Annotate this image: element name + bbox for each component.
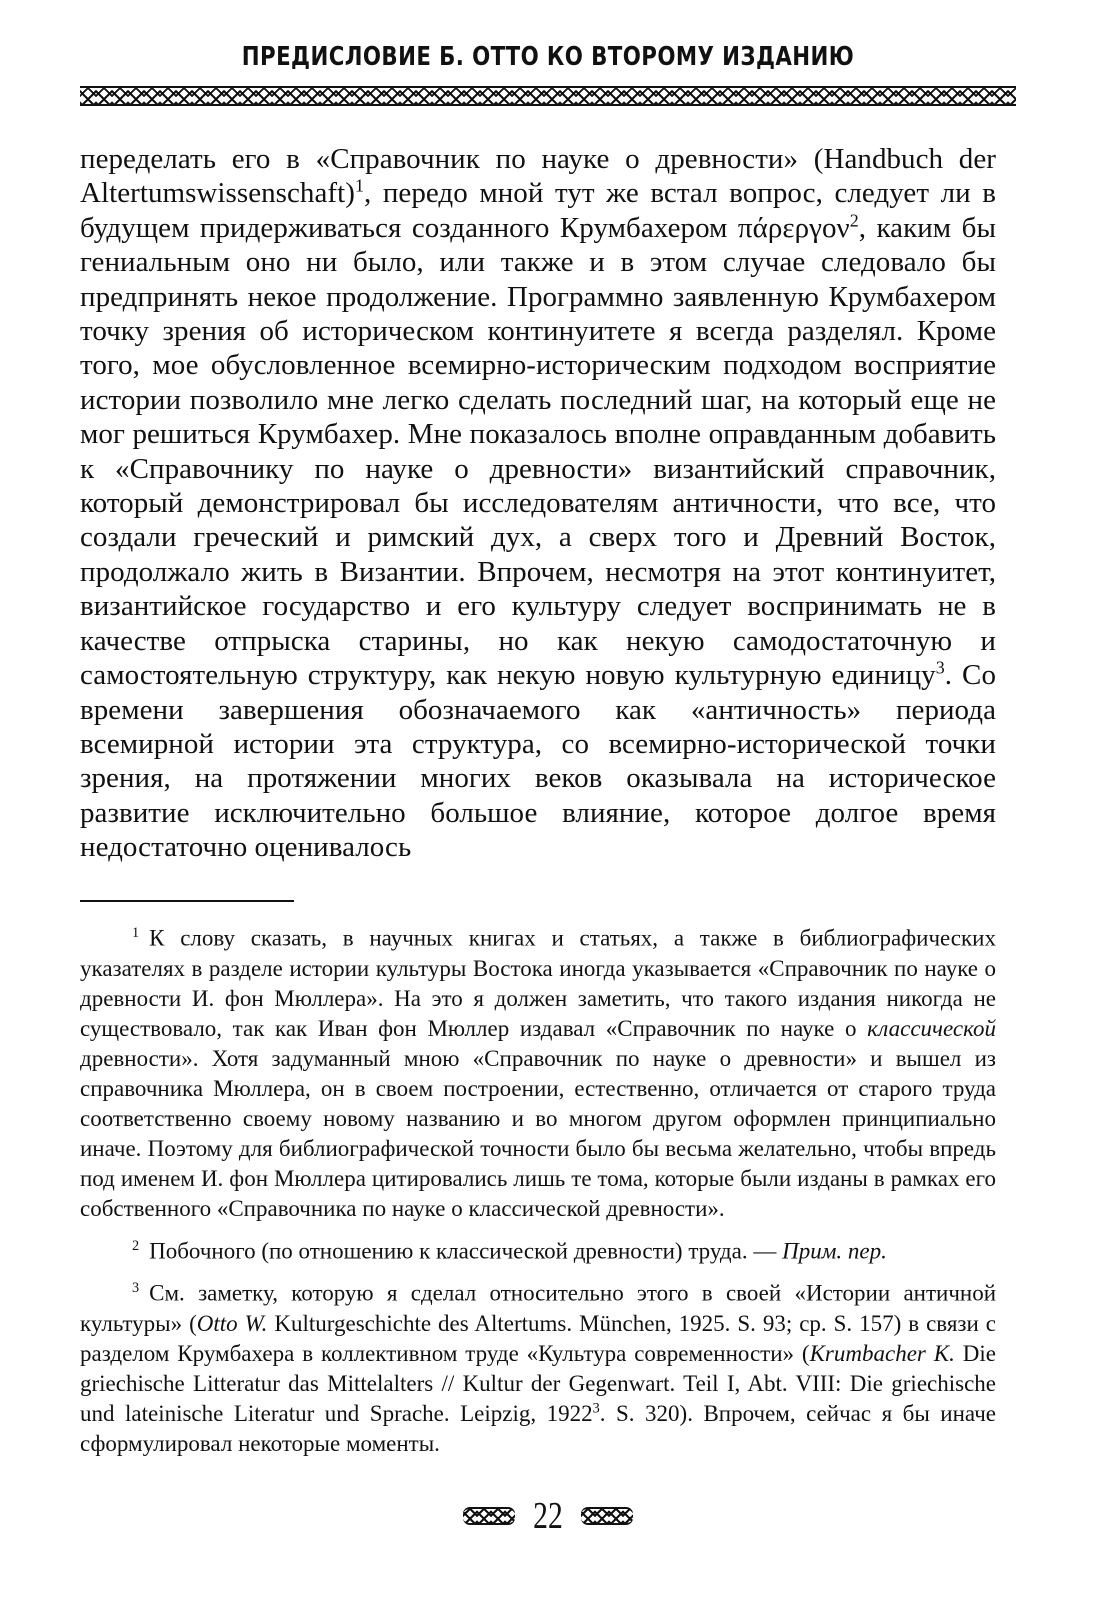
- footnote-2: [80, 1231, 996, 1267]
- footnote-ref-3: 3: [935, 657, 945, 678]
- footnote-3-author-2: Krumbacher K.: [809, 1340, 955, 1366]
- footnote-2-italic: Прим. пер.: [782, 1238, 887, 1264]
- footnote-1-italic: классической: [867, 1015, 996, 1041]
- main-text-part-2: , передо мной тут же встал вопрос, следует ли в будущем придерживаться созданного Крумбахером πάρεργον: [80, 177, 996, 244]
- main-text-part-3: , каким бы гениальным оно ни было, или также и в этом случае следовало бы предпринять некое продолжение. Программно заявленную Крумбахером точку зрения об историческом континуитете я всегда разделял. Кроме того, мое обусловленное всемирно-историческим подходом восприятие истории позволило мне легко сделать последний шаг, на который еще не мог решиться Крумбахер. Мне показалось вполне оправданным добавить к «Справочнику по науке о древности» византийский справочник, который демонстрировал бы исследователям античности, что все, что создали греческий и римский дух, а сверх того и Древний Восток, продолжало жить в Византии. Впрочем, несмотря на этот континуитет, византийское государство и его культуру следует воспринимать не в качестве отпрыска старины, но как некую самодостаточную и самостоятельную структуру, как некую новую культурную единицу: [80, 211, 996, 692]
- right-folio-ornament: [581, 1507, 633, 1525]
- main-text-part-1: переделать его в «Справочник по науке о древности» (Handbuch der Altertumswissenschaft): [80, 143, 996, 210]
- page-header: [80, 40, 1016, 106]
- footnote-3-edition-sup: 3: [592, 1400, 600, 1417]
- footnote-3-text-d: . S. 320). Впрочем, сейчас я бы иначе сформулировал некоторые моменты.: [80, 1400, 996, 1456]
- footnote-rule: [80, 900, 294, 902]
- folio: [463, 1496, 633, 1536]
- footnotes: [80, 918, 996, 1459]
- footnote-3-marker: 3: [132, 1280, 140, 1297]
- running-head: ПРЕДИСЛОВИЕ Б. ОТТО КО ВТОРОМУ ИЗДАНИЮ: [241, 42, 855, 72]
- footnote-3-text-c: Die griechische Litteratur das Mittelalters // Kultur der Gegenwart. Teil I, Abt. VIII: Die griechische und lateinische Literatur und Sprache. Leipzig, 1922: [80, 1340, 996, 1426]
- footnote-2-marker: 2: [132, 1237, 140, 1254]
- footnote-1-marker: 1: [132, 925, 140, 941]
- left-folio-ornament: [463, 1507, 515, 1525]
- page-footer: [0, 1496, 1096, 1536]
- footnote-1: [80, 918, 996, 1224]
- footnote-3: [80, 1273, 996, 1459]
- main-text: [80, 142, 996, 865]
- footnote-3-text-b: Kulturgeschichte des Altertums. München, 1925. S. 93; cp. S. 157) в связи с разделом Крумбахера в коллективном труде «Культура современности» (: [80, 1310, 996, 1366]
- footnote-ref-1: 1: [354, 175, 364, 196]
- footnote-1-text-a: К слову сказать, в научных книгах и статьях, а также в библиографических указателях в разделе истории культуры Востока иногда указывается «Справочник по науке о древности И. фон Мюллера». На это я должен заметить, что такого издания никогда не существовало, так как Иван фон Мюллер издавал «Справочник по науке о: [80, 925, 996, 1041]
- footnote-2-text: Побочного (по отношению к классической древности) труда. —: [149, 1238, 783, 1264]
- footnote-3-author-1: Otto W.: [196, 1310, 268, 1336]
- footnote-ref-2: 2: [849, 210, 859, 231]
- footnote-3-text-a: См. заметку, которую я сделал относительно этого в своей «Истории античной культуры» (: [80, 1280, 996, 1336]
- footnote-1-text-b: древности». Хотя задуманный мною «Справочник по науке о древности» и вышел из справочника Мюллера, он в своем построении, естественно, отличается от старого труда соответственно своему новому названию и во многом другом оформлен принципиально иначе. Поэтому для библиографической точности было бы весьма желательно, чтобы впредь под именем И. фон Мюллера цитировались лишь те тома, которые были изданы в рамках его собственного «Справочника по науке о классической древности».: [80, 1045, 996, 1221]
- ornament-band: [80, 86, 1016, 106]
- page-number: 22: [533, 1495, 563, 1537]
- main-text-part-4: . Со времени завершения обозначаемого как «античность» периода всемирной истории эта структура, со всемирно-исторической точки зрения, на протяжении многих веков оказывала на историческое развитие исключительно большое влияние, которое долгое время недостаточно оценивалось: [80, 659, 996, 864]
